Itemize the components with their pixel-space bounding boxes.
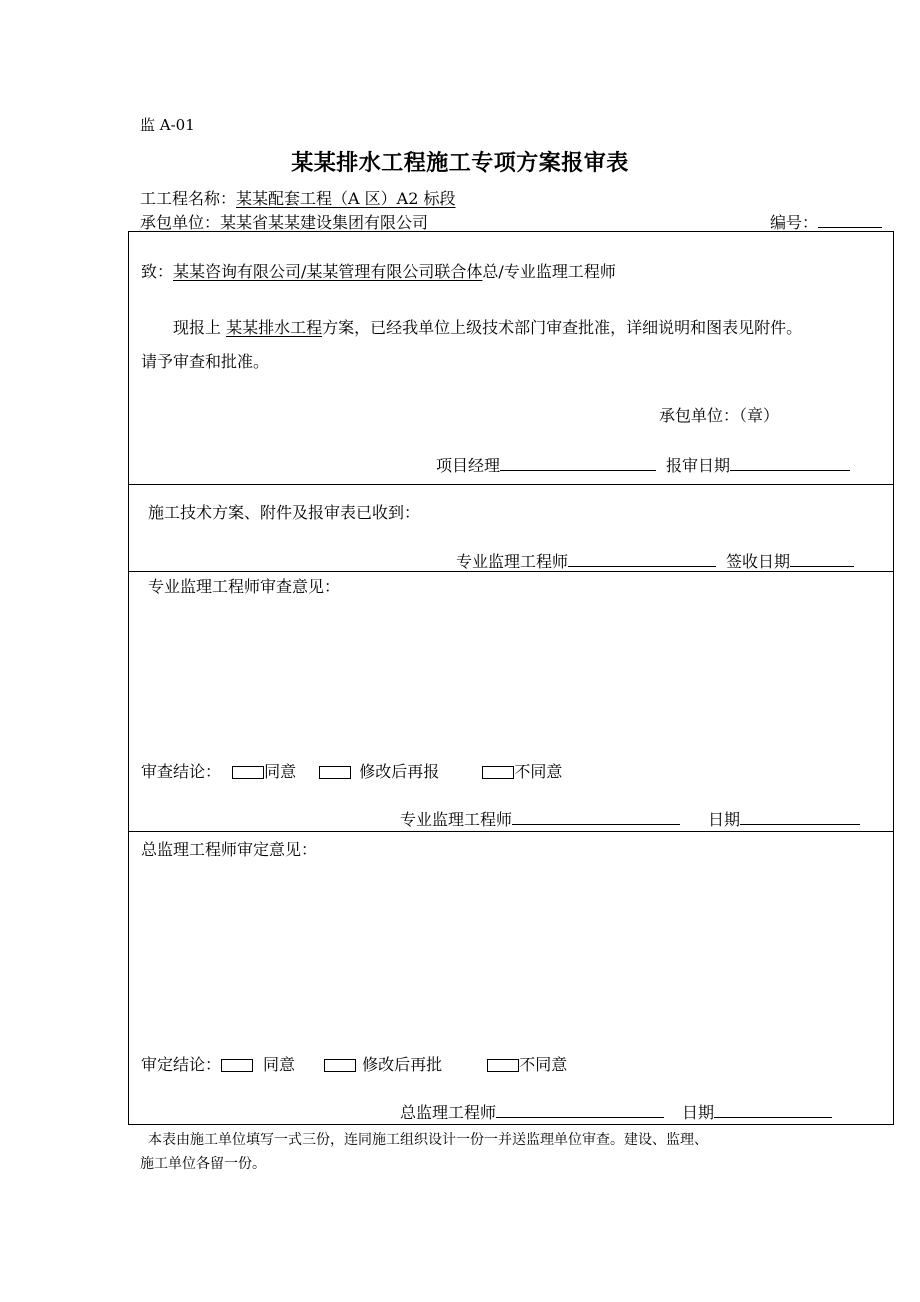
report-date-label: 报审日期 [666, 456, 731, 475]
chief-conclusion-label: 审定结论： [141, 1055, 222, 1074]
contractor-value: 某某省某某建设集团有限公司 [220, 213, 429, 232]
receipt-signature-row [456, 549, 854, 572]
addressee-line [141, 259, 616, 282]
review-engineer-field[interactable] [512, 809, 680, 825]
report-project: 某某排水工程 [226, 318, 323, 337]
serial-number-row [770, 210, 882, 233]
received-statement: 施工技术方案、附件及报审表已收到： [148, 503, 421, 522]
contractor-label: 承包单位： [140, 213, 221, 232]
review-disagree-label: 不同意 [514, 762, 563, 781]
review-revise-checkbox[interactable] [319, 766, 351, 779]
receipt-date-field[interactable] [790, 551, 854, 567]
supervising-engineer-field[interactable] [568, 551, 716, 567]
chief-opinion-heading: 总监理工程师审定意见： [141, 840, 318, 859]
review-engineer-label: 专业监理工程师 [400, 810, 513, 829]
project-name-value: 某某配套工程（A 区）A2 标段 [236, 189, 456, 208]
chief-agree-label: 同意 [263, 1055, 296, 1074]
contractor-row [140, 210, 428, 233]
review-date-field[interactable] [740, 809, 860, 825]
serial-number-label: 编号： [770, 213, 819, 232]
report-prefix: 现报上 [173, 318, 227, 337]
chief-engineer-label: 总监理工程师 [400, 1103, 497, 1122]
review-disagree-checkbox[interactable] [482, 766, 514, 779]
report-request-line: 请予审查和批准。 [141, 352, 270, 371]
project-name-row [140, 186, 455, 209]
review-conclusion-row [141, 759, 562, 782]
report-date-field[interactable] [730, 455, 850, 471]
report-rest: 方案，已经我单位上级技术部门审查批准，详细说明和图表见附件。 [322, 318, 803, 337]
review-signature-row [400, 807, 860, 830]
chief-revise-label: 修改后再批 [362, 1055, 443, 1074]
receipt-date-label: 签收日期 [726, 552, 791, 571]
review-agree-checkbox[interactable] [232, 766, 264, 779]
review-revise-label: 修改后再报 [359, 762, 440, 781]
report-body-line [173, 315, 802, 338]
review-agree-label: 同意 [264, 762, 297, 781]
review-conclusion-label: 审查结论： [141, 762, 222, 781]
chief-date-label: 日期 [682, 1103, 715, 1122]
form-code: 监 A-01 [140, 116, 195, 134]
chief-disagree-label: 不同意 [519, 1055, 568, 1074]
addressee-value: 某某咨询有限公司/某某管理有限公司联合体 [173, 262, 483, 281]
project-manager-field[interactable] [500, 455, 656, 471]
chief-date-field[interactable] [714, 1102, 832, 1118]
project-name-label: 工工程名称： [140, 189, 237, 208]
section-divider [128, 831, 894, 832]
supervising-engineer-label: 专业监理工程师 [456, 552, 569, 571]
chief-conclusion-row [141, 1052, 567, 1075]
chief-agree-checkbox[interactable] [221, 1059, 253, 1072]
project-manager-signature-row [436, 453, 850, 476]
page-title: 某某排水工程施工专项方案报审表 [291, 151, 629, 176]
chief-engineer-field[interactable] [496, 1102, 664, 1118]
addressee-suffix: 总/专业监理工程师 [482, 262, 616, 281]
project-manager-label: 项目经理 [436, 456, 501, 475]
serial-number-field[interactable] [818, 212, 882, 228]
contractor-seal-label: 承包单位：（章） [659, 406, 780, 425]
chief-signature-row [400, 1100, 832, 1123]
footnote-line-1: 本表由施工单位填写一式三份，连同施工组织设计一份一并送监理单位审查。建设、监理、 [148, 1132, 708, 1148]
addressee-prefix: 致： [141, 262, 174, 281]
chief-disagree-checkbox[interactable] [487, 1059, 519, 1072]
review-opinion-heading: 专业监理工程师审查意见： [148, 577, 341, 596]
chief-revise-checkbox[interactable] [324, 1059, 356, 1072]
section-divider [128, 484, 894, 485]
footnote-line-2: 施工单位各留一份。 [140, 1156, 266, 1172]
review-date-label: 日期 [708, 810, 741, 829]
